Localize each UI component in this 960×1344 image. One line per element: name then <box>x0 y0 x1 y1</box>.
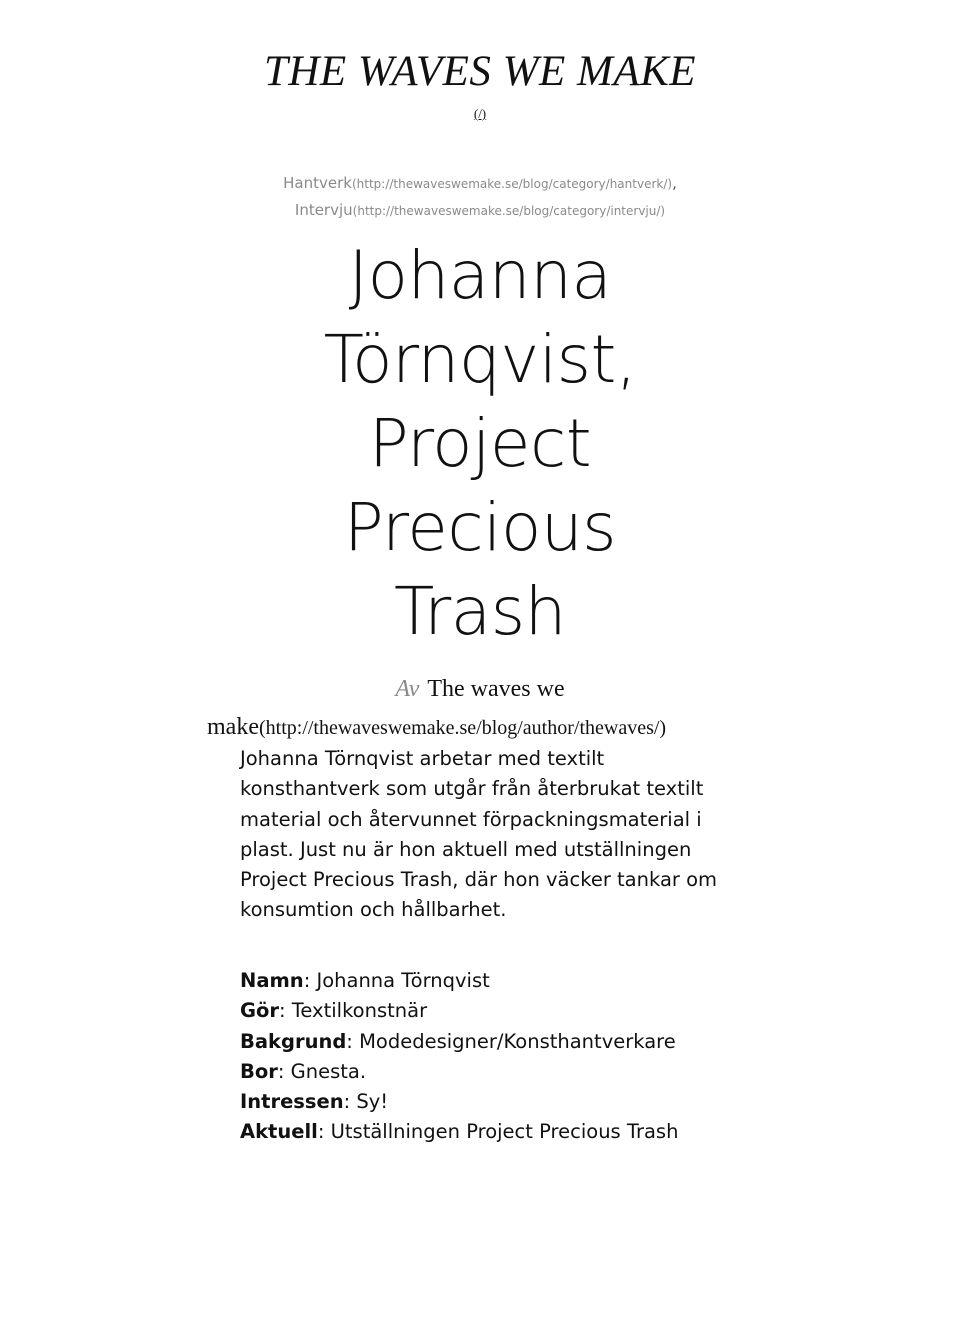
title-line: Trash <box>394 573 566 650</box>
category-name[interactable]: Intervju <box>294 201 353 219</box>
fact-value: : Utställningen Project Precious Trash <box>317 1120 679 1144</box>
fact-row-bor <box>240 1057 760 1087</box>
fact-value: : Johanna Törnqvist <box>303 969 490 992</box>
fact-label: Aktuell <box>240 1120 318 1144</box>
title-line: Törnqvist, <box>323 321 637 398</box>
intro-line: Johanna Törnqvist arbetar med textilt <box>240 747 605 770</box>
title-line: Precious <box>343 489 617 566</box>
byline-prefix: Av <box>395 676 420 702</box>
fact-row-aktuell <box>240 1117 760 1147</box>
article-title <box>0 234 960 654</box>
category-url[interactable]: (http://thewaveswemake.se/blog/category/hantverk/) <box>351 177 673 191</box>
fact-label: Intressen <box>240 1090 344 1114</box>
intro-line: konsthantverk som utgår från återbrukat textilt <box>240 777 704 801</box>
byline-author-url[interactable]: (http://thewaveswemake.se/blog/author/thewaves/) <box>258 717 667 739</box>
intro-line: material och återvunnet förpackningsmaterial i <box>240 807 702 831</box>
site-title[interactable]: THE WAVES WE MAKE <box>263 48 697 95</box>
title-line: Johanna <box>348 237 612 314</box>
category-name[interactable]: Hantverk <box>283 174 352 192</box>
byline-author-link[interactable] <box>207 710 666 745</box>
home-link[interactable]: (/) <box>473 106 487 121</box>
fact-row-gor <box>240 996 760 1026</box>
category-list <box>0 170 960 224</box>
intro-line: Project Precious Trash, där hon väcker tankar om <box>240 868 718 892</box>
fact-label: Bor <box>240 1059 278 1083</box>
category-separator: , <box>672 174 677 192</box>
intro-line: konsumtion och hållbarhet. <box>240 898 507 922</box>
fact-value: : Sy! <box>343 1090 389 1114</box>
fact-row-namn <box>240 966 760 996</box>
category-item-hantverk[interactable] <box>0 170 960 197</box>
fact-label: Bakgrund <box>240 1029 347 1053</box>
fact-value: : Gnesta. <box>277 1059 367 1083</box>
fact-value: : Modedesigner/Konsthantverkare <box>346 1029 676 1053</box>
fact-label: Namn <box>240 969 304 992</box>
fact-label: Gör <box>240 999 280 1023</box>
byline-author-continued[interactable]: make <box>207 714 259 740</box>
byline <box>0 672 960 706</box>
title-line: Project <box>368 405 592 482</box>
article-intro <box>240 744 730 926</box>
category-url[interactable]: (http://thewaveswemake.se/blog/category/intervju/) <box>352 204 666 218</box>
intro-line: plast. Just nu är hon aktuell med utställningen <box>240 837 692 861</box>
fact-row-bakgrund <box>240 1027 760 1057</box>
category-item-intervju[interactable] <box>0 197 960 224</box>
byline-author[interactable]: The waves we <box>427 676 565 702</box>
fact-row-intressen <box>240 1087 760 1117</box>
fact-list <box>240 966 760 1148</box>
fact-value: : Textilkonstnär <box>279 999 428 1023</box>
